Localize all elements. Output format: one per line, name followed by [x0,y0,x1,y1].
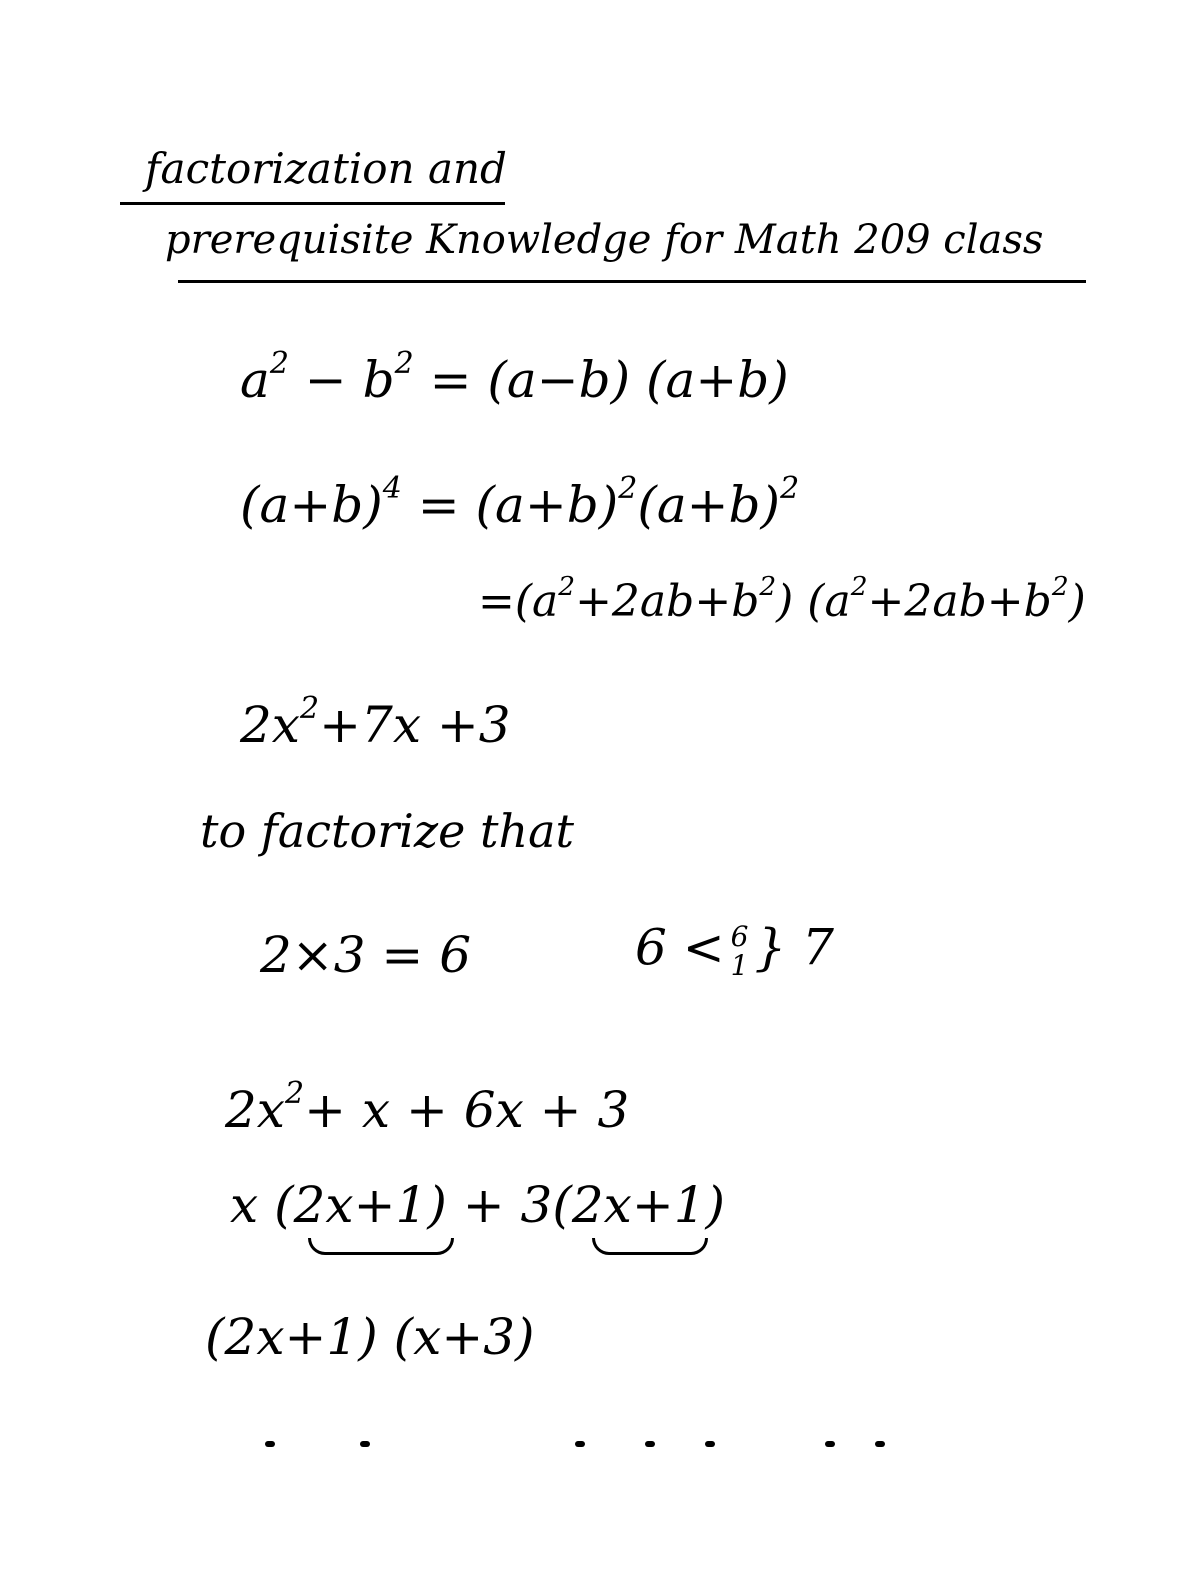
expr-part: 2x [225,1081,286,1139]
grouped-expression: x (2x+1) + 3(2x+1) [230,1176,726,1234]
expr-part: ) [1068,576,1086,627]
title-line-2: prerequisite Knowledge for Math 209 class [165,217,1044,263]
title-underline-2 [178,280,1086,283]
expanded-equation [478,570,1086,627]
exponent: 2 [759,570,777,602]
split-sum: } 7 [754,918,834,977]
factor-2: (a+b) [637,476,781,534]
exponent: 4 [382,471,402,506]
instruction-text: to factorize that [200,804,574,858]
equation-rhs: = (a−b) (a+b) [413,351,789,409]
rewritten-expression [225,1076,630,1139]
exponent: 2 [300,691,320,726]
product-equation: 2×3 = 6 [260,926,472,984]
expr-part: 2x [240,696,301,754]
quadratic-expression [240,691,511,754]
difference-of-squares-equation [240,346,789,409]
exponent: 2 [618,471,638,506]
expr-part: +2ab+b [867,576,1052,627]
exponent: 2 [394,346,414,381]
split-root: 6 < [635,918,725,977]
split-bottom: 1 [730,949,749,983]
power-four-equation [240,471,800,534]
underbrace-mark [592,1238,708,1255]
exponent: 2 [285,1076,305,1111]
cut-off-handwriting [250,1432,910,1452]
factor-1: = (a+b) [401,476,619,534]
title-line-1: factorization and [145,144,507,193]
exponent: 2 [850,570,868,602]
factored-result: (2x+1) (x+3) [205,1308,535,1366]
term-b: − b [288,351,395,409]
expr-part: ) (a [776,576,851,627]
expr-part: +2ab+b [575,576,760,627]
expr-part: =(a [478,576,559,627]
equation-lhs: (a+b) [240,476,383,534]
underbrace-mark [308,1238,454,1255]
exponent: 2 [269,346,289,381]
expr-part: +7x +3 [319,696,511,754]
term-a: a [240,351,270,409]
expr-part: + x + 6x + 3 [304,1081,630,1139]
split-top: 6 [730,920,749,953]
exponent: 2 [558,570,576,602]
split-diagram [635,918,834,983]
exponent: 2 [780,471,800,506]
exponent: 2 [1051,570,1069,602]
title-underline-1 [120,202,505,205]
